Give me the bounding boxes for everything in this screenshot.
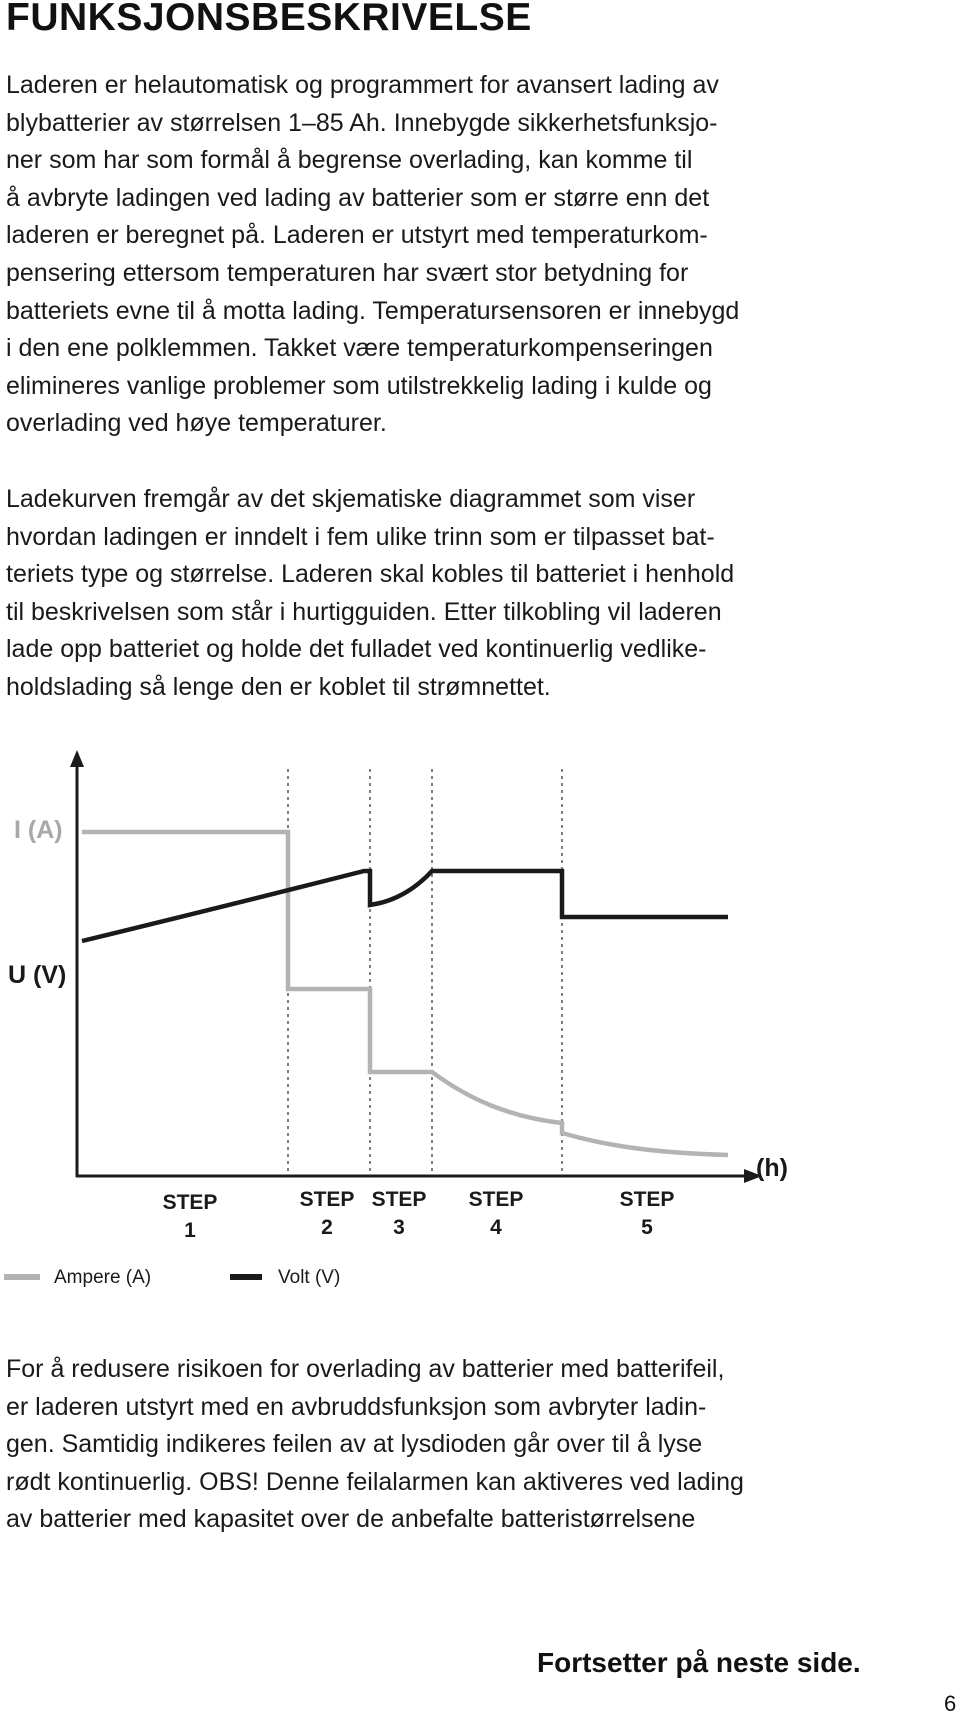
text-line: pensering ettersom temperaturen har svært stor betydning for <box>6 258 689 287</box>
charging-curve-chart <box>0 745 960 1305</box>
y-axis-arrow <box>70 750 84 767</box>
text-line: rødt kontinuerlig. OBS! Denne feilalarmen kan aktiveres ved lading <box>6 1467 744 1496</box>
legend-label-volt: Volt (V) <box>278 1267 341 1288</box>
text-line: til beskrivelsen som står i hurtigguiden. Etter tilkobling vil laderen <box>6 597 722 626</box>
text-line: Ladekurven fremgår av det skjematiske diagrammet som viser <box>6 485 696 513</box>
text-line: gen. Samtidig indikeres feilen av at lysdioden går over til å lyse <box>6 1430 703 1459</box>
step-number: 4 <box>490 1216 502 1239</box>
text-line: overlading ved høye temperaturer. <box>6 409 387 438</box>
step-label: STEP <box>162 1191 218 1214</box>
step-number: 2 <box>321 1216 333 1239</box>
step-number: 1 <box>184 1219 196 1242</box>
text-line: av batterier med kapasitet over de anbefalte batteristørrelsene <box>6 1505 696 1534</box>
current-curve <box>82 832 728 1155</box>
time-axis-label: (h) <box>756 1154 788 1182</box>
text-line: å avbryte ladingen ved lading av batterier som er større enn det <box>6 183 710 212</box>
text-line: teriets type og størrelse. Laderen skal kobles til batteriet i henhold <box>6 560 735 589</box>
text-line: For å redusere risikoen for overlading av batterier med batterifeil, <box>6 1355 725 1383</box>
charge-curve-paragraph <box>6 481 886 707</box>
voltage-curve <box>82 871 728 941</box>
text-line: laderen er beregnet på. Laderen er utstyrt med temperaturkom- <box>6 221 708 250</box>
step-number: 3 <box>393 1216 405 1239</box>
text-line: batteriets evne til å motta lading. Temperatursensoren er innebygd <box>6 296 740 325</box>
voltage-axis-label: U (V) <box>8 961 67 989</box>
text-line: holdslading så lenge den er koblet til strømnettet. <box>6 672 551 701</box>
intro-paragraph <box>6 67 886 443</box>
step-label: STEP <box>299 1188 355 1211</box>
current-axis-label: I (A) <box>14 816 63 844</box>
text-line: er laderen utstyrt med en avbruddsfunksjon som avbryter ladin- <box>6 1392 707 1421</box>
step-label: STEP <box>371 1188 427 1211</box>
continued-notice: Fortsetter på neste side. <box>537 1647 861 1678</box>
step-label: STEP <box>619 1188 675 1211</box>
text-line: i den ene polklemmen. Takket være temperaturkompenseringen <box>6 334 713 363</box>
step-label: STEP <box>468 1188 524 1211</box>
legend-label-ampere: Ampere (A) <box>54 1267 152 1288</box>
page-number: 6 <box>944 1691 957 1716</box>
step-number: 5 <box>641 1216 653 1239</box>
text-line: lade opp batteriet og holde det fulladet ved kontinuerlig vedlike- <box>6 635 707 664</box>
text-line: hvordan ladingen er inndelt i fem ulike trinn som er tilpasset bat- <box>6 522 715 551</box>
text-line: ner som har som formål å begrense overlading, kan komme til <box>6 146 693 175</box>
text-line: elimineres vanlige problemer som utilstrekkelig lading i kulde og <box>6 371 712 400</box>
fault-protection-paragraph <box>6 1351 886 1539</box>
text-line: Laderen er helautomatisk og programmert for avansert lading av <box>6 71 719 99</box>
text-line: blybatterier av størrelsen 1–85 Ah. Innebygde sikkerhetsfunksjo- <box>6 108 718 137</box>
page-title: FUNKSJONSBESKRIVELSE <box>6 0 532 39</box>
